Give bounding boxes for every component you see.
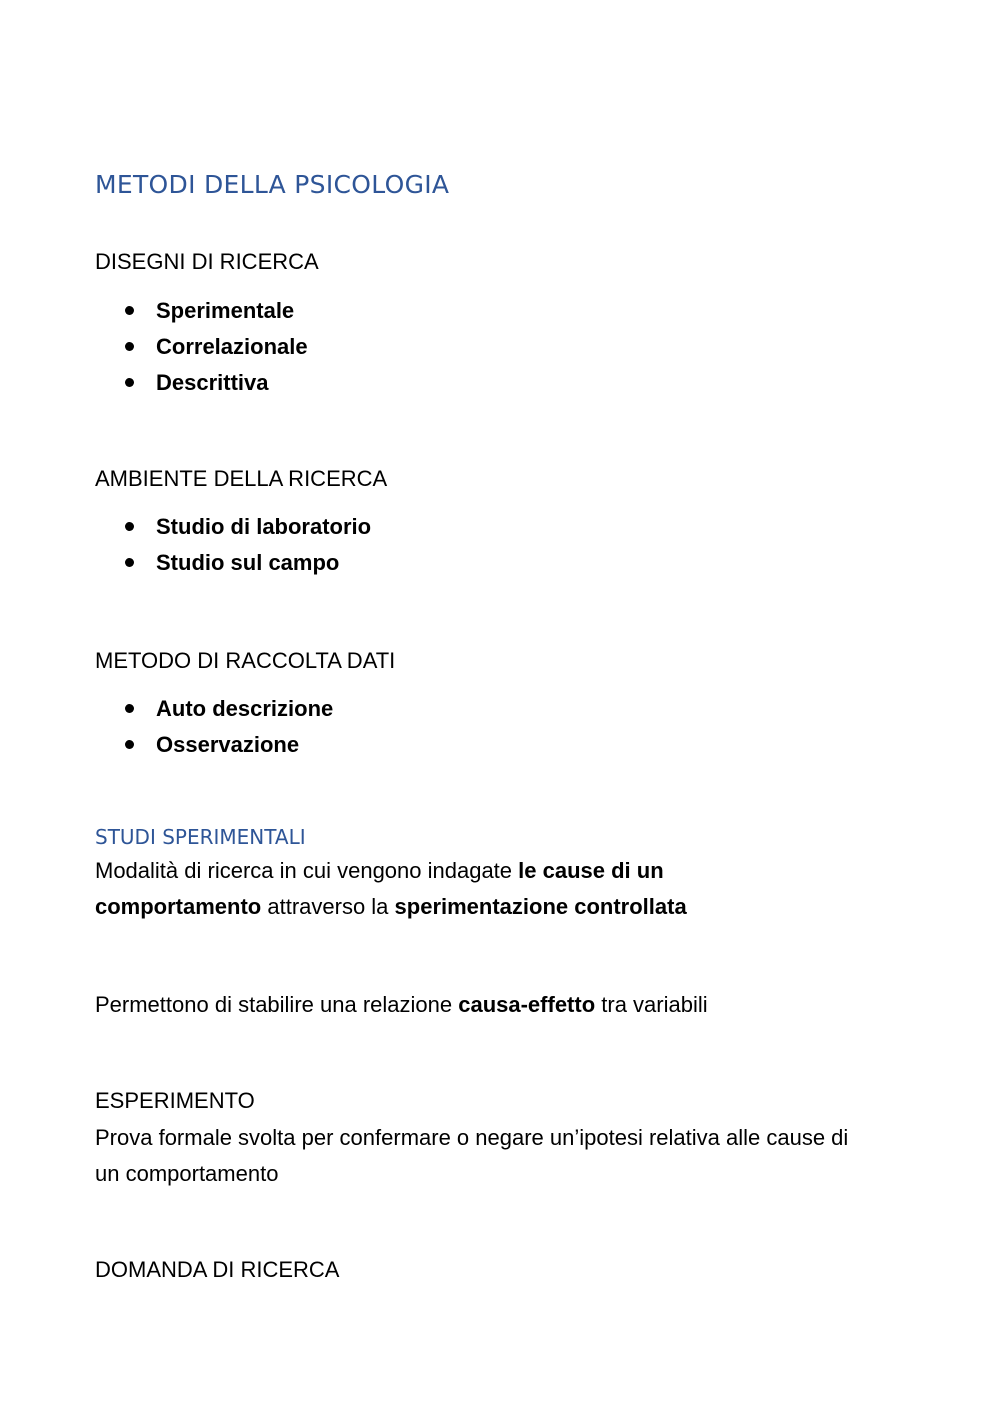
bullet-list-ambiente (95, 511, 371, 583)
section-label-disegni: DISEGNI DI RICERCA (95, 249, 319, 274)
bullet-icon (125, 558, 134, 567)
paragraph-esperimento: Prova formale svolta per confermare o negare un’ipotesi relativa alle cause di un comportamento (95, 1125, 849, 1186)
section-label-domanda: DOMANDA DI RICERCA (95, 1257, 340, 1282)
paragraph-studi-definition: Modalità di ricerca in cui vengono indagate le cause di un comportamento attraverso la sperimentazione controllata (95, 858, 687, 919)
bullet-icon (125, 306, 134, 315)
paragraph-causa-effetto: Permettono di stabilire una relazione causa-effetto tra variabili (95, 992, 708, 1017)
bullet-icon (125, 704, 134, 713)
list-item: Sperimentale (95, 295, 308, 331)
list-item: Studio sul campo (95, 547, 371, 583)
bullet-icon (125, 342, 134, 351)
section-label-ambiente: AMBIENTE DELLA RICERCA (95, 466, 388, 491)
list-item: Osservazione (95, 729, 333, 765)
bullet-list-disegni (95, 295, 308, 403)
list-item: Correlazionale (95, 331, 308, 367)
list-item: Studio di laboratorio (95, 511, 371, 547)
section-label-esperimento: ESPERIMENTO (95, 1088, 255, 1113)
bullet-list-metodo (95, 693, 333, 765)
page-title: METODI DELLA PSICOLOGIA (95, 170, 450, 199)
list-item: Descrittiva (95, 367, 308, 403)
bullet-icon (125, 740, 134, 749)
section-heading-studi: STUDI SPERIMENTALI (95, 825, 306, 849)
bullet-icon (125, 522, 134, 531)
bullet-icon (125, 378, 134, 387)
section-label-metodo: METODO DI RACCOLTA DATI (95, 648, 396, 673)
list-item: Auto descrizione (95, 693, 333, 729)
